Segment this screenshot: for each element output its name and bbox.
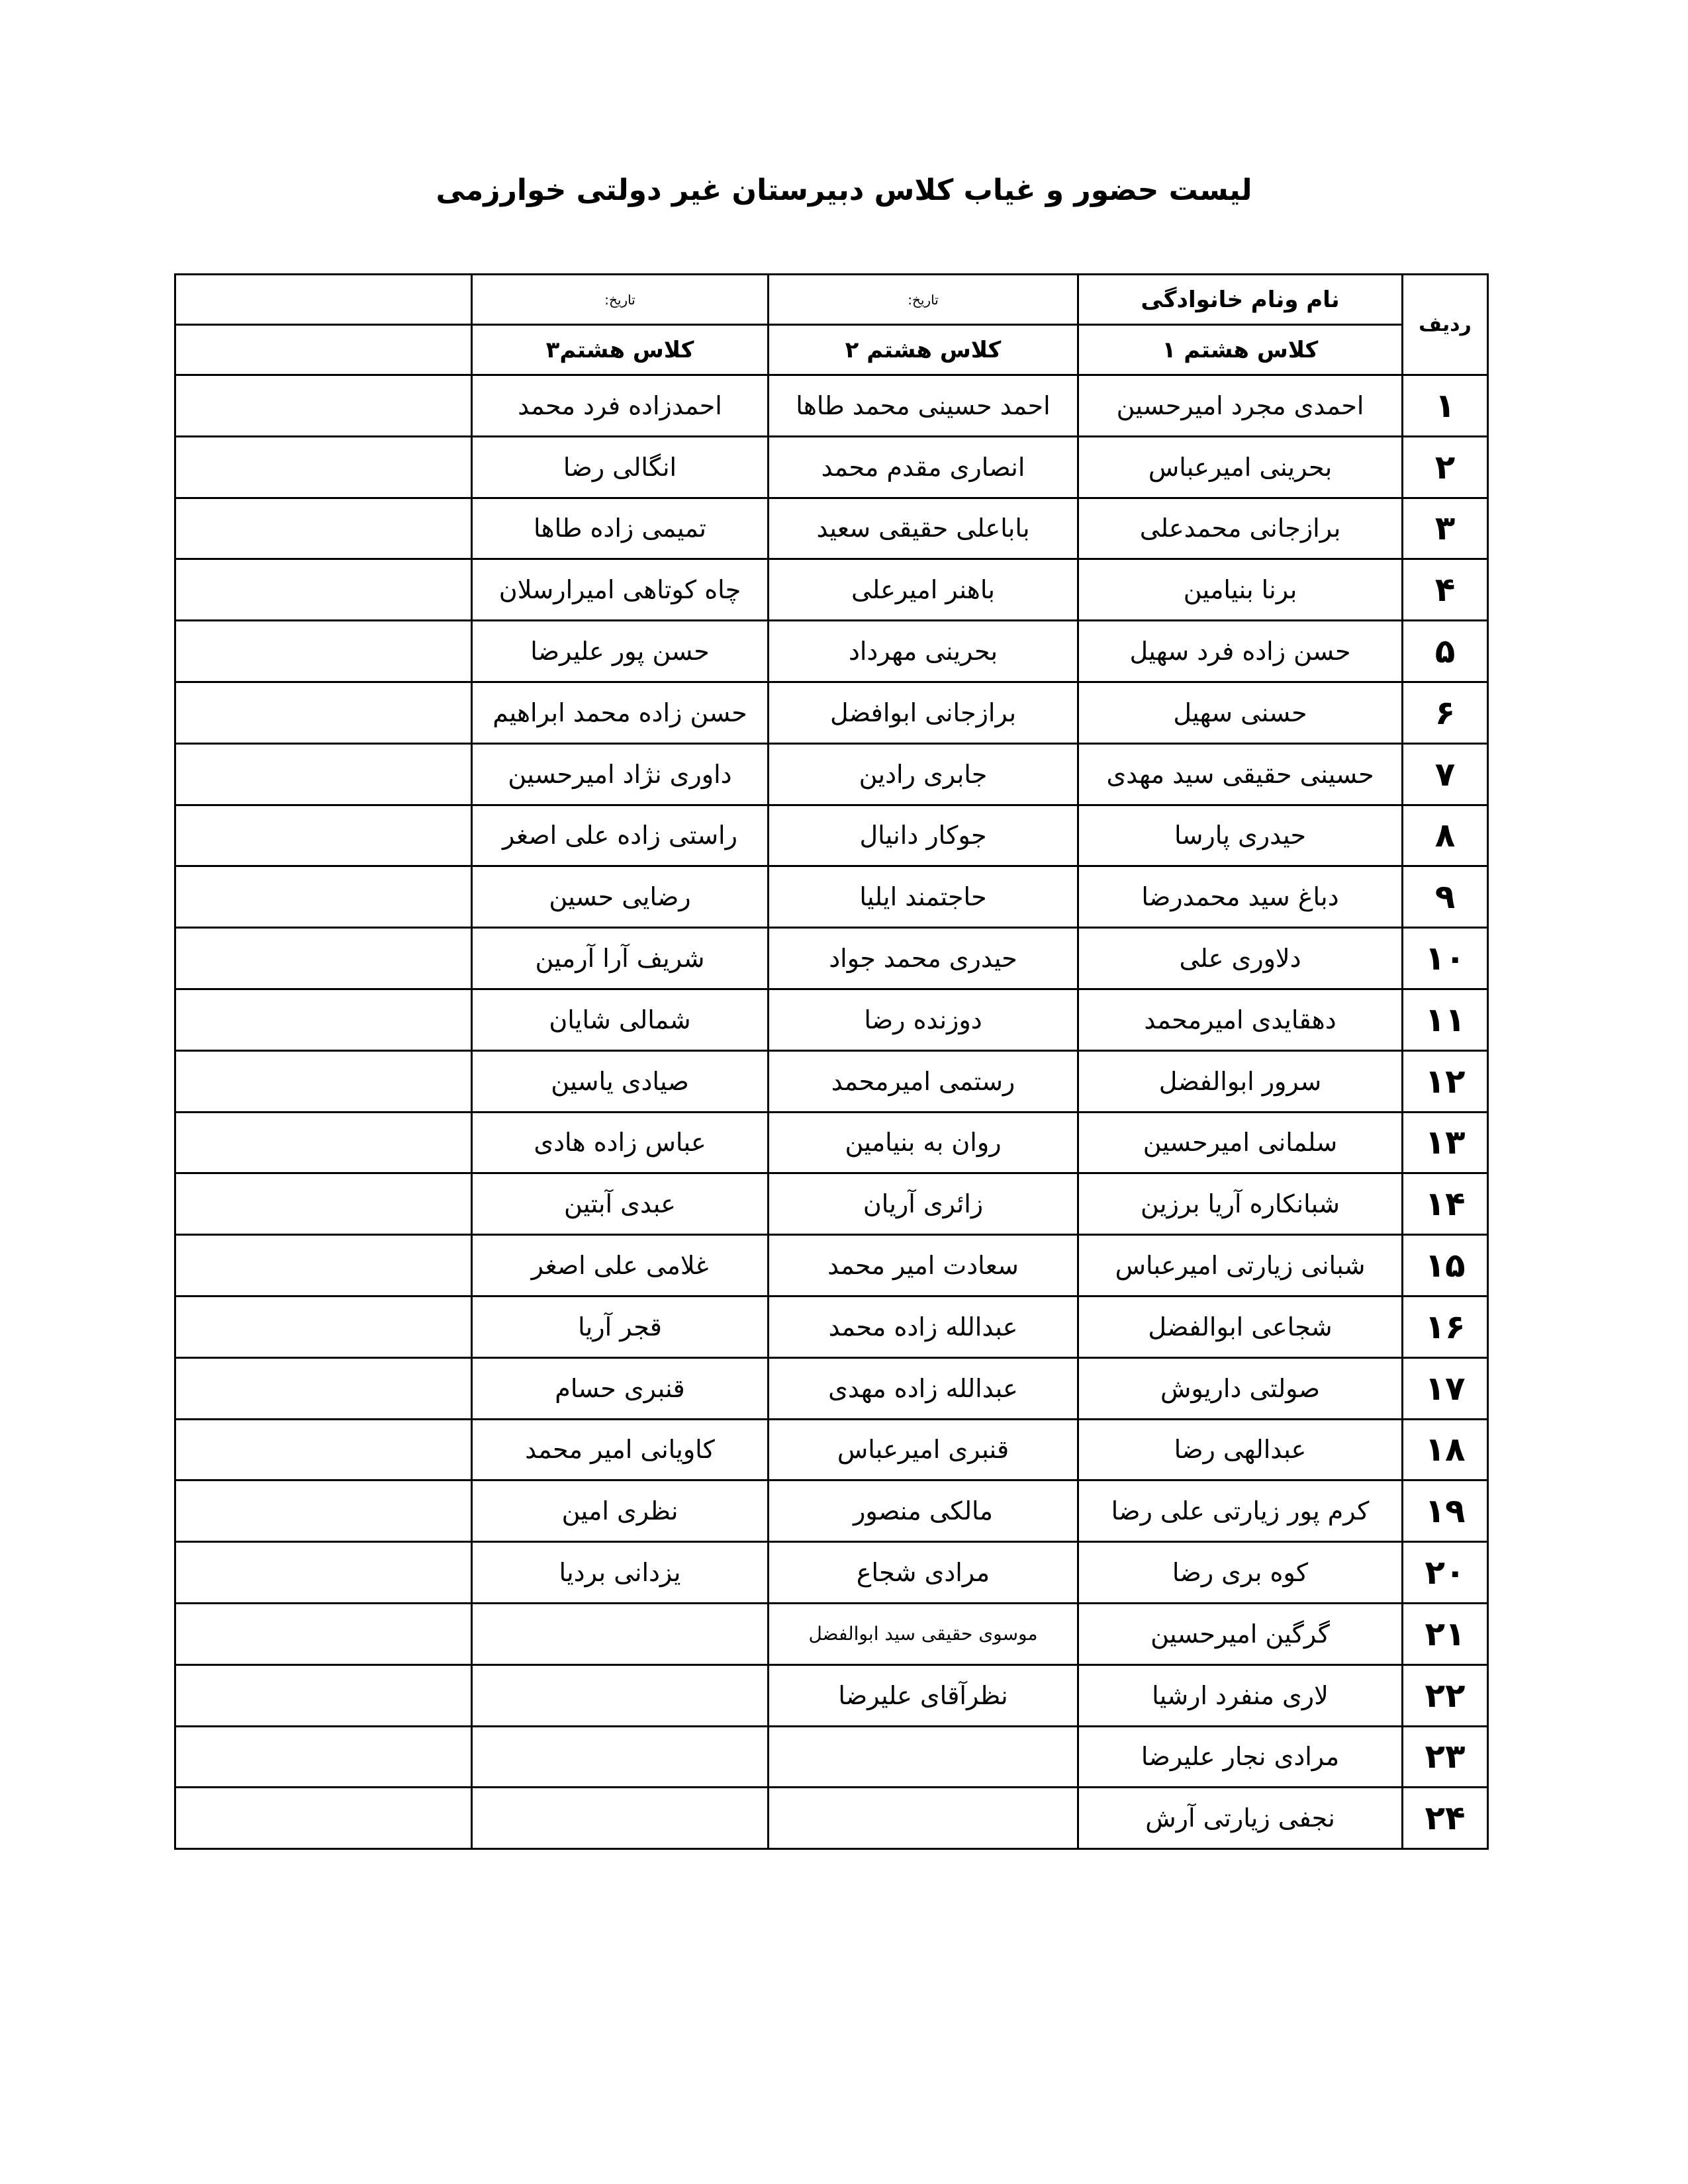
- table-row: [175, 1173, 1488, 1235]
- student-name-class1: سرور ابوالفضل: [1078, 1050, 1403, 1112]
- table-row: [175, 1726, 1488, 1788]
- blank-cell: [175, 682, 472, 743]
- student-name-class1: عبدالهی رضا: [1078, 1419, 1403, 1480]
- student-name-class1: کرم پور زیارتی علی رضا: [1078, 1480, 1403, 1542]
- student-name-class3: صیادی یاسین: [472, 1050, 769, 1112]
- blank-cell: [175, 436, 472, 498]
- student-name-class2: عبدالله زاده مهدی: [769, 1357, 1078, 1419]
- table-row: [175, 743, 1488, 805]
- date-label-class3: تاریخ:: [472, 275, 769, 325]
- student-name-class1: لاری منفرد ارشیا: [1078, 1664, 1403, 1726]
- table-row: [175, 498, 1488, 559]
- row-number: ۱۷: [1403, 1357, 1488, 1419]
- student-name-class1: حسن زاده فرد سهیل: [1078, 621, 1403, 682]
- row-number: ۱۸: [1403, 1419, 1488, 1480]
- student-name-class3: عباس زاده هادی: [472, 1112, 769, 1173]
- row-number: ۸: [1403, 805, 1488, 866]
- empty-header-cell: [175, 325, 472, 375]
- table-row: [175, 866, 1488, 928]
- row-number: ۱۴: [1403, 1173, 1488, 1235]
- blank-cell: [175, 989, 472, 1050]
- blank-cell: [175, 1112, 472, 1173]
- student-name-class1: احمدی مجرد امیرحسین: [1078, 375, 1403, 437]
- student-name-class2: عبدالله زاده محمد: [769, 1296, 1078, 1357]
- student-name-class3: احمدزاده فرد محمد: [472, 375, 769, 437]
- student-name-class3: کاویانی امیر محمد: [472, 1419, 769, 1480]
- student-name-class1: حسینی حقیقی سید مهدی: [1078, 743, 1403, 805]
- student-name-class1: شجاعی ابوالفضل: [1078, 1296, 1403, 1357]
- student-name-class2: سعادت امیر محمد: [769, 1235, 1078, 1297]
- row-number: ۳: [1403, 498, 1488, 559]
- row-number: ۵: [1403, 621, 1488, 682]
- blank-cell: [175, 375, 472, 437]
- table-row: [175, 621, 1488, 682]
- class3-header: کلاس هشتم۳: [472, 325, 769, 375]
- table-row: [175, 1664, 1488, 1726]
- table-row: [175, 1050, 1488, 1112]
- row-number: ۲۰: [1403, 1542, 1488, 1604]
- student-name-class1: شبانی زیارتی امیرعباس: [1078, 1235, 1403, 1297]
- row-number: ۹: [1403, 866, 1488, 928]
- table-row: [175, 1542, 1488, 1604]
- table-row: [175, 1788, 1488, 1849]
- student-name-class2: [769, 1788, 1078, 1849]
- student-name-class3: یزدانی بردیا: [472, 1542, 769, 1604]
- table-row: [175, 989, 1488, 1050]
- student-name-class3: عبدی آبتین: [472, 1173, 769, 1235]
- student-name-class2: روان به بنیامین: [769, 1112, 1078, 1173]
- student-name-class1: بحرینی امیرعباس: [1078, 436, 1403, 498]
- blank-cell: [175, 498, 472, 559]
- student-name-class1: برنا بنیامین: [1078, 559, 1403, 621]
- student-name-class2: موسوی حقیقی سید ابوالفضل: [769, 1603, 1078, 1664]
- row-number: ۱۵: [1403, 1235, 1488, 1297]
- row-number-header: ردیف: [1403, 275, 1488, 375]
- student-name-class3: قجر آریا: [472, 1296, 769, 1357]
- header-row: [175, 275, 1488, 325]
- blank-cell: [175, 1235, 472, 1297]
- student-name-class1: سلمانی امیرحسین: [1078, 1112, 1403, 1173]
- class1-header: کلاس هشتم ۱: [1078, 325, 1403, 375]
- student-name-class2: مرادی شجاع: [769, 1542, 1078, 1604]
- student-name-class2: جوکار دانیال: [769, 805, 1078, 866]
- blank-cell: [175, 621, 472, 682]
- student-name-class3: [472, 1603, 769, 1664]
- row-number: ۲۳: [1403, 1726, 1488, 1788]
- table-row: [175, 1419, 1488, 1480]
- student-name-class2: جابری رادین: [769, 743, 1078, 805]
- student-name-class2: [769, 1726, 1078, 1788]
- blank-cell: [175, 866, 472, 928]
- table-row: [175, 805, 1488, 866]
- row-number: ۲۲: [1403, 1664, 1488, 1726]
- student-name-class3: انگالی رضا: [472, 436, 769, 498]
- table-row: [175, 1296, 1488, 1357]
- student-name-class2: دوزنده رضا: [769, 989, 1078, 1050]
- student-name-class1: صولتی داریوش: [1078, 1357, 1403, 1419]
- blank-cell: [175, 1788, 472, 1849]
- student-name-class1: دهقایدی امیرمحمد: [1078, 989, 1403, 1050]
- student-name-class2: انصاری مقدم محمد: [769, 436, 1078, 498]
- student-name-class3: رضایی حسین: [472, 866, 769, 928]
- blank-cell: [175, 559, 472, 621]
- table-row: [175, 1480, 1488, 1542]
- page-title: لیست حضور و غیاب کلاس دبیرستان غیر دولتی خوارزمی: [436, 173, 1252, 207]
- student-name-class2: بحرینی مهرداد: [769, 621, 1078, 682]
- table-row: [175, 436, 1488, 498]
- blank-cell: [175, 1357, 472, 1419]
- blank-cell: [175, 1603, 472, 1664]
- student-name-class2: نظرآقای علیرضا: [769, 1664, 1078, 1726]
- row-number: ۱۶: [1403, 1296, 1488, 1357]
- student-name-class3: قنبری حسام: [472, 1357, 769, 1419]
- empty-header-cell: [175, 275, 472, 325]
- blank-cell: [175, 805, 472, 866]
- table-row: [175, 1603, 1488, 1664]
- row-number: ۲۴: [1403, 1788, 1488, 1849]
- student-name-class1: گرگین امیرحسین: [1078, 1603, 1403, 1664]
- student-name-class1: شبانکاره آریا برزین: [1078, 1173, 1403, 1235]
- student-name-class1: کوه بری رضا: [1078, 1542, 1403, 1604]
- table-row: [175, 682, 1488, 743]
- row-number: ۱۰: [1403, 928, 1488, 989]
- name-column-header: نام ونام خانوادگی: [1078, 275, 1403, 325]
- row-number: ۱۱: [1403, 989, 1488, 1050]
- student-name-class3: تمیمی زاده طاها: [472, 498, 769, 559]
- table-row: [175, 1235, 1488, 1297]
- student-name-class1: مرادی نجار علیرضا: [1078, 1726, 1403, 1788]
- class2-header: کلاس هشتم ۲: [769, 325, 1078, 375]
- student-name-class2: حاجتمند ایلیا: [769, 866, 1078, 928]
- student-name-class2: زائری آریان: [769, 1173, 1078, 1235]
- table-row: [175, 559, 1488, 621]
- date-label-class2: تاریخ:: [769, 275, 1078, 325]
- student-name-class2: حیدری محمد جواد: [769, 928, 1078, 989]
- student-name-class3: چاه کوتاهی امیرارسلان: [472, 559, 769, 621]
- blank-cell: [175, 1050, 472, 1112]
- student-name-class3: راستی زاده علی اصغر: [472, 805, 769, 866]
- student-name-class3: غلامی علی اصغر: [472, 1235, 769, 1297]
- row-number: ۷: [1403, 743, 1488, 805]
- student-name-class1: دباغ سید محمدرضا: [1078, 866, 1403, 928]
- blank-cell: [175, 743, 472, 805]
- attendance-table: [174, 273, 1489, 1850]
- student-name-class1: حسنی سهیل: [1078, 682, 1403, 743]
- student-name-class2: باباعلی حقیقی سعید: [769, 498, 1078, 559]
- blank-cell: [175, 1173, 472, 1235]
- student-name-class3: حسن پور علیرضا: [472, 621, 769, 682]
- student-name-class3: [472, 1726, 769, 1788]
- row-number: ۲۱: [1403, 1603, 1488, 1664]
- student-name-class1: حیدری پارسا: [1078, 805, 1403, 866]
- blank-cell: [175, 1296, 472, 1357]
- table-row: [175, 1357, 1488, 1419]
- student-name-class3: شریف آرا آرمین: [472, 928, 769, 989]
- row-number: ۱۹: [1403, 1480, 1488, 1542]
- blank-cell: [175, 1419, 472, 1480]
- student-name-class2: برازجانی ابوافضل: [769, 682, 1078, 743]
- student-name-class1: دلاوری علی: [1078, 928, 1403, 989]
- student-name-class2: باهنر امیرعلی: [769, 559, 1078, 621]
- student-name-class2: رستمی امیرمحمد: [769, 1050, 1078, 1112]
- student-name-class2: مالکی منصور: [769, 1480, 1078, 1542]
- student-name-class3: [472, 1664, 769, 1726]
- blank-cell: [175, 1726, 472, 1788]
- table-row: [175, 928, 1488, 989]
- row-number: ۱۳: [1403, 1112, 1488, 1173]
- student-name-class3: شمالی شایان: [472, 989, 769, 1050]
- blank-cell: [175, 1480, 472, 1542]
- student-name-class3: نظری امین: [472, 1480, 769, 1542]
- table-row: [175, 1112, 1488, 1173]
- row-number: ۱: [1403, 375, 1488, 437]
- student-name-class3: داوری نژاد امیرحسین: [472, 743, 769, 805]
- student-name-class3: حسن زاده محمد ابراهیم: [472, 682, 769, 743]
- student-name-class1: نجفی زیارتی آرش: [1078, 1788, 1403, 1849]
- student-name-class2: قنبری امیرعباس: [769, 1419, 1078, 1480]
- blank-cell: [175, 1664, 472, 1726]
- student-name-class2: احمد حسینی محمد طاها: [769, 375, 1078, 437]
- class-header-row: [175, 325, 1488, 375]
- blank-cell: [175, 1542, 472, 1604]
- student-name-class1: برازجانی محمدعلی: [1078, 498, 1403, 559]
- student-name-class3: [472, 1788, 769, 1849]
- blank-cell: [175, 928, 472, 989]
- row-number: ۱۲: [1403, 1050, 1488, 1112]
- row-number: ۲: [1403, 436, 1488, 498]
- row-number: ۴: [1403, 559, 1488, 621]
- row-number: ۶: [1403, 682, 1488, 743]
- table-row: [175, 375, 1488, 437]
